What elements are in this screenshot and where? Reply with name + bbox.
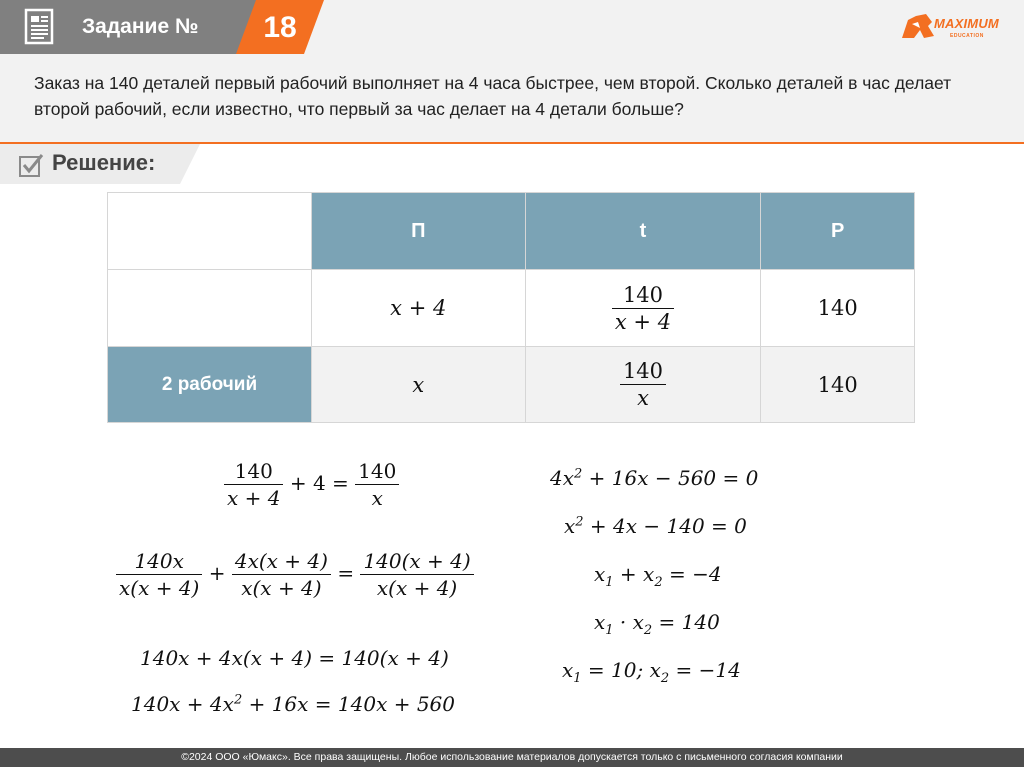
req2-part-a: x xyxy=(564,514,576,538)
logo-subtitle: EDUCATION xyxy=(950,33,984,39)
equation-right-4 xyxy=(594,610,720,638)
equation-left-1 xyxy=(224,458,399,511)
equation-left-4 xyxy=(131,692,455,716)
req5-sub1: 1 xyxy=(573,671,582,686)
time-1-denominator: x + 4 xyxy=(612,308,674,335)
eq4-exponent: 2 xyxy=(233,692,243,708)
table-row xyxy=(108,270,915,347)
divider xyxy=(0,142,1024,144)
req1-exponent: 2 xyxy=(574,466,583,482)
req4-sub1: 1 xyxy=(605,623,614,638)
checkbox-check-icon xyxy=(18,152,44,178)
eq1-lhs-numerator: 140 xyxy=(234,459,273,483)
equation-right-2 xyxy=(564,514,747,538)
req5-sub2: 2 xyxy=(660,671,670,686)
task-label: Задание № xyxy=(82,15,199,38)
eq2-c-numerator: 140(x + 4) xyxy=(363,549,471,573)
req5-end: = −14 xyxy=(669,658,741,682)
req3-x: x xyxy=(594,562,606,586)
req5-mid: = 10; x xyxy=(581,658,661,682)
table-corner-cell xyxy=(108,193,312,270)
cell-work-1: 140 xyxy=(761,270,915,347)
logo-text: MAXIMUM xyxy=(934,16,999,31)
time-1-numerator: 140 xyxy=(622,282,664,307)
req4-x: x xyxy=(594,610,606,634)
cell-productivity-2: x xyxy=(312,347,526,423)
req4-end: = 140 xyxy=(652,610,720,634)
cell-time-1 xyxy=(525,270,761,347)
work-table xyxy=(107,192,915,423)
equation-right-5 xyxy=(562,658,741,686)
time-2-denominator: x xyxy=(620,384,666,411)
table-row xyxy=(108,347,915,423)
eq1-middle: + 4 = xyxy=(289,471,349,495)
req2-part-b: + 4x − 140 = 0 xyxy=(583,514,747,538)
equation-left-2 xyxy=(116,548,474,601)
row-label-worker-2: 2 рабочий xyxy=(108,347,312,423)
req5-x: x xyxy=(562,658,574,682)
req4-sub2: 2 xyxy=(643,623,653,638)
eq2-a-numerator: 140x xyxy=(134,549,184,573)
req3-end: = −4 xyxy=(662,562,722,586)
eq1-rhs-denominator: x xyxy=(355,484,399,511)
eq2-a-denominator: x(x + 4) xyxy=(116,574,202,601)
eq4-part-b: + 16x = 140x + 560 xyxy=(242,692,455,716)
equation-left-3: 140x + 4x(x + 4) = 140(x + 4) xyxy=(140,646,449,670)
document-icon xyxy=(22,7,62,47)
copyright-footer: ©2024 ООО «Юмакс». Все права защищены. Любое использование материалов допускается только с письменного согласия компании xyxy=(0,748,1024,767)
task-number: 18 xyxy=(263,11,297,44)
cell-time-2 xyxy=(525,347,761,423)
eq2-equals: = xyxy=(337,561,355,585)
eq1-rhs-numerator: 140 xyxy=(358,459,397,483)
req1-part-a: 4x xyxy=(550,466,575,490)
req3-sub2: 2 xyxy=(654,575,663,590)
solution-title: Решение: xyxy=(52,150,156,175)
equation-right-1 xyxy=(550,466,758,490)
cell-work-2: 140 xyxy=(761,347,915,423)
header-work: P xyxy=(761,193,915,270)
req3-mid: + x xyxy=(613,562,655,586)
req1-part-b: + 16x − 560 = 0 xyxy=(582,466,759,490)
row-label-worker-1: 1 рабочий xyxy=(108,270,312,347)
req4-mid: · x xyxy=(613,610,644,634)
problem-text: Заказ на 140 деталей первый рабочий выполняет на 4 часа быстрее, чем второй. Сколько деталей в час делает второй рабочий, если известно, что первый за час делает на 4 детали больше? xyxy=(34,73,952,119)
equation-right-3 xyxy=(594,562,722,590)
header-productivity: П xyxy=(312,193,526,270)
req3-sub1: 1 xyxy=(605,575,614,590)
header-time: t xyxy=(525,193,761,270)
eq2-b-numerator: 4x(x + 4) xyxy=(234,549,328,573)
cell-productivity-1: x + 4 xyxy=(312,270,526,347)
table-header-row xyxy=(108,193,915,270)
eq2-plus: + xyxy=(208,561,226,585)
eq2-b-denominator: x(x + 4) xyxy=(232,574,331,601)
eq1-lhs-denominator: x + 4 xyxy=(224,484,283,511)
eq2-c-denominator: x(x + 4) xyxy=(360,574,473,601)
req2-exponent: 2 xyxy=(575,514,584,530)
eq4-part-a: 140x + 4x xyxy=(131,692,234,716)
time-2-numerator: 140 xyxy=(622,359,664,383)
